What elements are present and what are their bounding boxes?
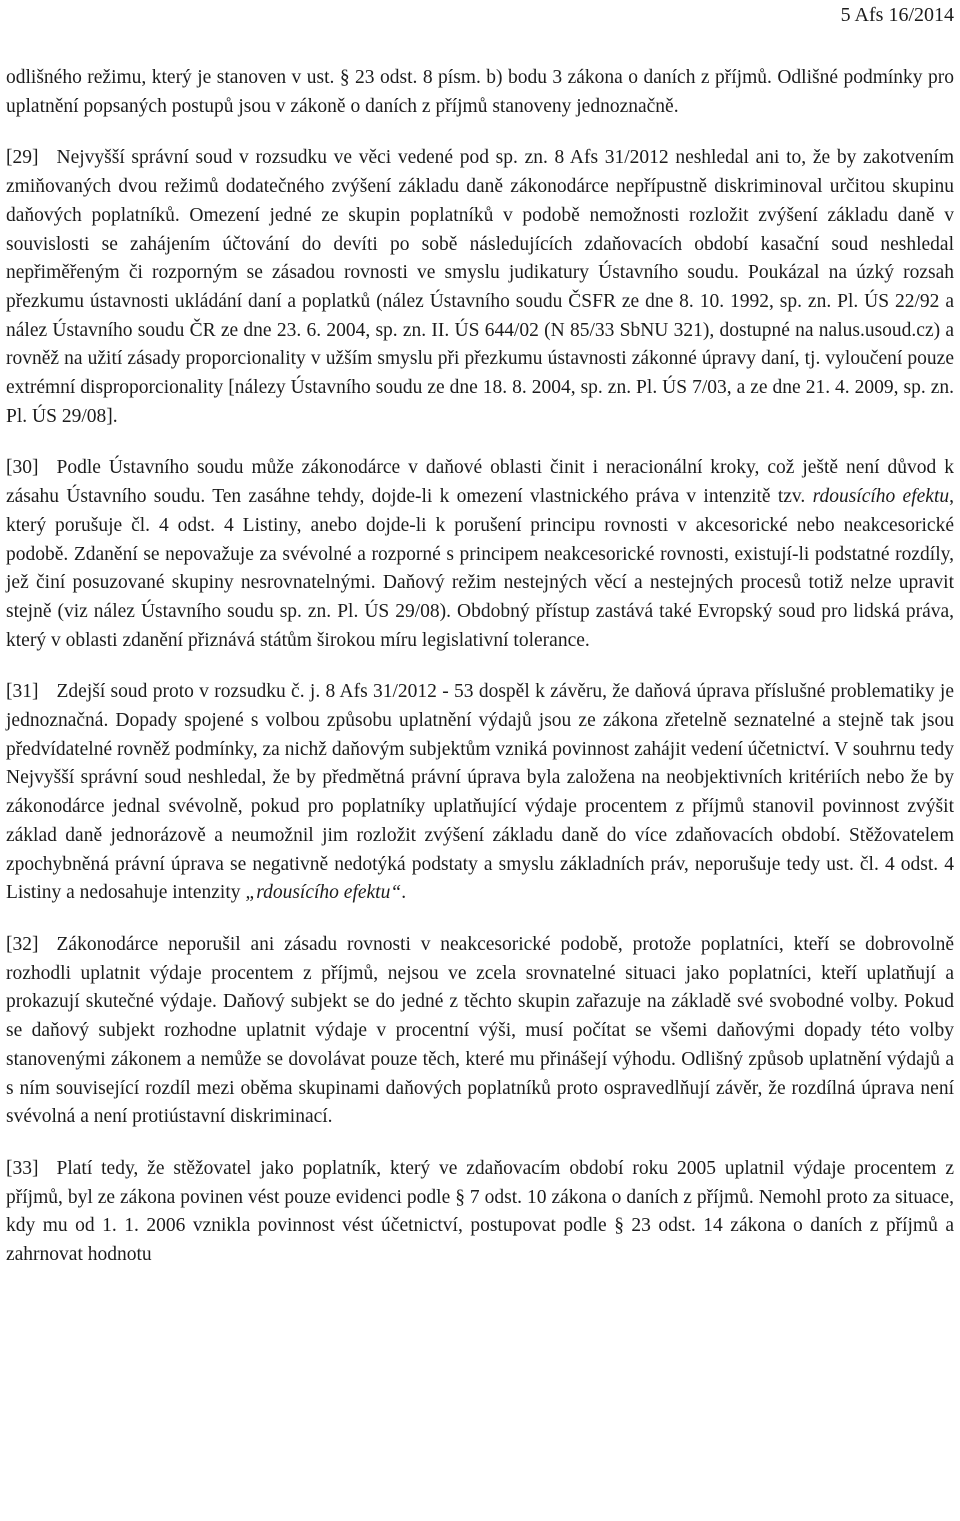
paragraph-number: [32]	[6, 933, 39, 955]
paragraph-text: Nejvyšší správní soud v rozsudku ve věci vedené pod sp. zn. 8 Afs 31/2012 neshledal ani to, že by zakotvením zmiňovaných dvou režimů dodatečného zvýšení základu daně zákonodárce nepřípustně diskriminoval určitou skupinu daňových poplatníků. Omezení jedné ze skupin poplatníků v podobě nemožnosti rozložit zvýšení základu daně v souvislosti se zahájením účtování do devíti po sobě následujících zdaňovacích období kasační soud neshledal nepřiměřeným či rozporným se zásadou rovnosti ve smyslu judikatury Ústavního soudu. Poukázal na úzký rozsah přezkumu ústavnosti ukládání daní a poplatků (nález Ústavního soudu ČSFR ze dne 8. 10. 1992, sp. zn. Pl. ÚS 22/92 a nález Ústavního soudu ČR ze dne 23. 6. 2004, sp. zn. II. ÚS 644/02 (N 85/33 SbNU 321), dostupné na nalus.usoud.cz) a rovněž na užití zásady proporcionality v užším smyslu při přezkumu ústavnosti zákonné úpravy daní, tj. vyloučení pouze extrémní disproporcionality [nálezy Ústavního soudu ze dne 18. 8. 2004, sp. zn. Pl. ÚS 7/03, a ze dne 21. 4. 2009, sp. zn. Pl. ÚS 29/08].	[6, 147, 954, 427]
paragraph-29	[6, 144, 954, 431]
paragraph-text: Zdejší soud proto v rozsudku č. j. 8 Afs 31/2012 - 53 dospěl k závěru, že daňová úprava příslušné problematiky je jednoznačná. Dopady spojené s volbou způsobu uplatnění výdajů jsou ze zákona zřetelně seznatelné a stejně tak jsou předvídatelné rovněž podmínky, za nichž daňovým subjektům vzniká povinnost zahájit vedení účetnictví. V souhrnu tedy Nejvyšší správní soud neshledal, že by předmětná právní úprava byla založena na neobjektivních kritériích nebo že by zákonodárce jednal svévolně, pokud pro poplatníky uplatňující výdaje procentem z příjmů stanovil povinnost zvýšit základ daně jednorázově a neumožnil jim rozložit zvýšení základu daně do více zdaňovacích období. Stěžovatelem zpochybněná právní úprava se negativně nedotýká podstaty a smyslu základních práv, neporušuje tedy ust. čl. 4 odst. 4 Listiny a nedosahuje intenzity	[6, 681, 954, 904]
paragraph-number: [29]	[6, 147, 39, 169]
paragraph-text: odlišného režimu, který je stanoven v ust. § 23 odst. 8 písm. b) bodu 3 zákona o daních z příjmů. Odlišné podmínky pro uplatnění popsaných postupů jsou v zákoně o daních z příjmů stanoveny jednoznačně.	[6, 67, 954, 117]
italic-term: „rdousícího efektu“	[245, 882, 402, 904]
paragraph-30	[6, 454, 954, 655]
paragraph-number: [30]	[6, 457, 39, 479]
paragraph-number: [31]	[6, 681, 39, 703]
paragraph-text: Podle Ústavního soudu může zákonodárce v daňové oblasti činit i neracionální kroky, což ještě není důvod k zásahu Ústavního soudu. Ten zasáhne tehdy, dojde-li k omezení vlastnického práva v intenzitě tzv.	[6, 457, 954, 508]
paragraph-33	[6, 1155, 954, 1270]
paragraph-32	[6, 931, 954, 1132]
italic-term: rdousícího efektu	[812, 486, 950, 508]
paragraph-continuation	[6, 64, 954, 121]
paragraph-31	[6, 678, 954, 908]
document-body	[6, 64, 954, 1293]
paragraph-number: [33]	[6, 1157, 39, 1179]
paragraph-text: Platí tedy, že stěžovatel jako poplatník, který ve zdaňovacím období roku 2005 uplatnil výdaje procentem z příjmů, byl ze zákona povinen vést pouze evidenci podle § 7 odst. 10 zákona o daních z příjmů. Nemohl proto za situace, kdy mu od 1. 1. 2006 vznikla povinnost vést účetnictví, postupovat podle § 23 odst. 14 zákona o daních z příjmů a zahrnovat hodnotu	[6, 1157, 954, 1266]
case-number-header: 5 Afs 16/2014	[840, 4, 954, 26]
paragraph-text: Zákonodárce neporušil ani zásadu rovnosti v neakcesorické podobě, protože poplatníci, kteří se dobrovolně rozhodli uplatnit výdaje procentem z příjmů, nejsou ve zcela srovnatelné situaci jako poplatníci, kteří uplatňují a prokazují skutečné výdaje. Daňový subjekt se do jedné z těchto skupin zařazuje na základě své svobodné volby. Pokud se daňový subjekt rozhodne uplatnit výdaje v procentní výši, musí počítat se všemi daňovými dopady této volby stanovenými zákonem a nemůže se dovolávat pouze těch, které mu přinášejí výhodu. Odlišný způsob uplatnění výdajů a s ním související rozdíl mezi oběma skupinami daňových poplatníků proto ospravedlňují závěr, že rozdílná úprava není svévolná a není protiústavní diskriminací.	[6, 933, 954, 1128]
paragraph-text: .	[401, 882, 407, 904]
paragraph-text: , který porušuje čl. 4 odst. 4 Listiny, anebo dojde-li k porušení principu rovnosti v akcesorické nebo neakcesorické podobě. Zdanění se nepovažuje za svévolné a rozporné s principem neakcesorické rovnosti, existují-li podstatné rozdíly, jež činí posuzované skupiny nesrovnatelnými. Daňový režim nestejných věcí a nestejných procesů totiž nelze upravit stejně (viz nález Ústavního soudu sp. zn. Pl. ÚS 29/08). Obdobný přístup zastává také Evropský soud pro lidská práva, který v oblasti zdanění přiznává státům širokou míru legislativní tolerance.	[6, 486, 954, 651]
